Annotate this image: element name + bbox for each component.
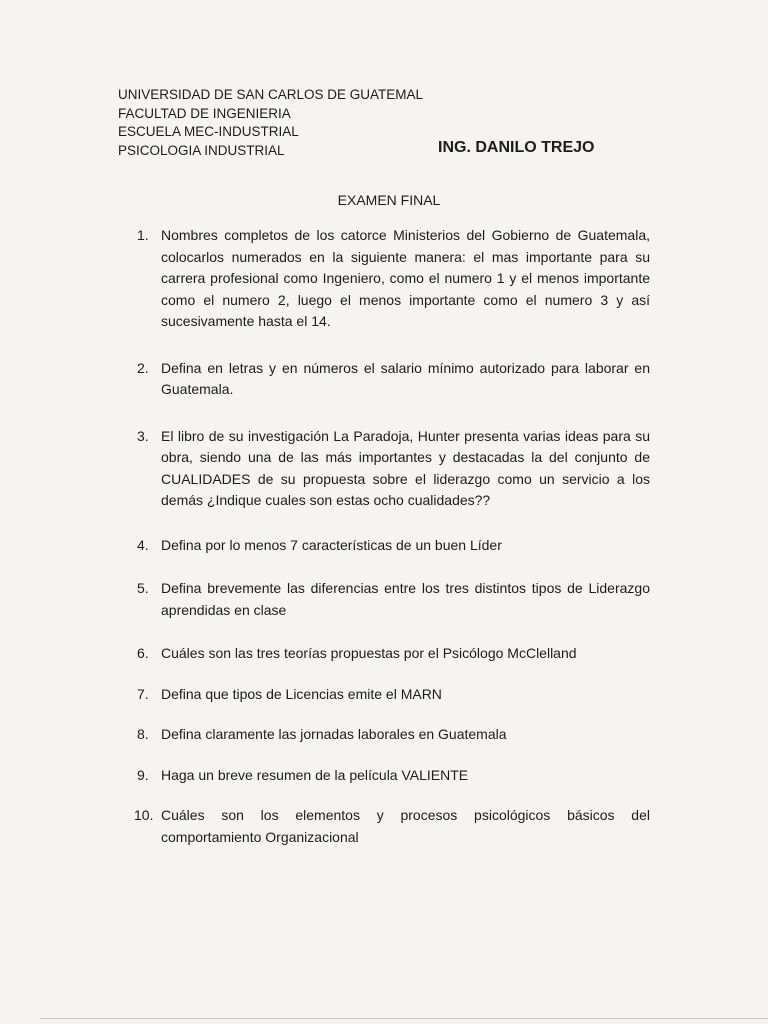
question-item [134,643,650,665]
question-number: 5. [137,580,149,596]
question-number: 2. [137,359,149,376]
question-number: 9. [137,766,149,783]
question-text: Defina brevemente las diferencias entre los tres distintos tipos de Liderazgo aprendidas en clase [161,580,650,618]
question-number: 7. [137,685,149,702]
school-name: ESCUELA MEC-INDUSTRIAL [118,124,299,139]
question-item [134,805,650,848]
question-item [134,358,650,401]
question-number: 1. [137,227,149,243]
question-text: Nombres completos de los catorce Ministerios del Gobierno de Guatemala, colocarlos numerados en la siguiente manera: el mas importante para su carrera profesional como Ingeniero, como el numero 1 y el menos importante como el numero 2, luego el menos importante como el numero 3 y así sucesivamente hasta el 14. [161,227,650,329]
scan-edge-line [40,1018,768,1019]
question-item [134,426,650,512]
question-text: Cuáles son los elementos y procesos psicológicos básicos del comportamiento Organizacional [161,807,650,845]
question-text: Defina claramente las jornadas laborales en Guatemala [161,726,507,742]
question-text: Defina por lo menos 7 características de un buen Líder [161,536,502,553]
question-list [134,225,650,848]
instructor-name: ING. DANILO TREJO [438,139,595,156]
question-item [134,724,650,746]
question-number: 4. [137,536,149,553]
exam-title: EXAMEN FINAL [337,192,441,208]
question-number: 8. [137,726,149,742]
question-number: 10. [134,807,154,823]
question-text: Haga un breve resumen de la película VALIENTE [161,766,469,783]
question-item [134,225,650,333]
question-number: 3. [137,427,149,444]
question-item [134,684,650,706]
question-number: 6. [137,645,149,661]
faculty-name: FACULTAD DE INGENIERIA [118,105,291,121]
question-item [134,535,650,557]
question-text: Cuáles son las tres teorías propuestas por el Psicólogo McClelland [161,645,577,661]
question-text: Defina que tipos de Licencias emite el MARN [161,685,442,702]
question-item [134,765,650,787]
question-text: El libro de su investigación La Paradoja, Hunter presenta varias ideas para su obra, siendo una de las más importantes y destacadas la del conjunto de CUALIDADES de su propuesta sobre el liderazgo como un servicio a los demás ¿Indique cuales son estas ocho cualidades?? [161,427,650,508]
question-text: Defina en letras y en números el salario mínimo autorizado para laborar en Guatemala. [161,359,650,397]
course-name: PSICOLOGIA INDUSTRIAL [118,142,285,158]
university-name: UNIVERSIDAD DE SAN CARLOS DE GUATEMAL [118,87,424,102]
question-item [134,578,650,621]
